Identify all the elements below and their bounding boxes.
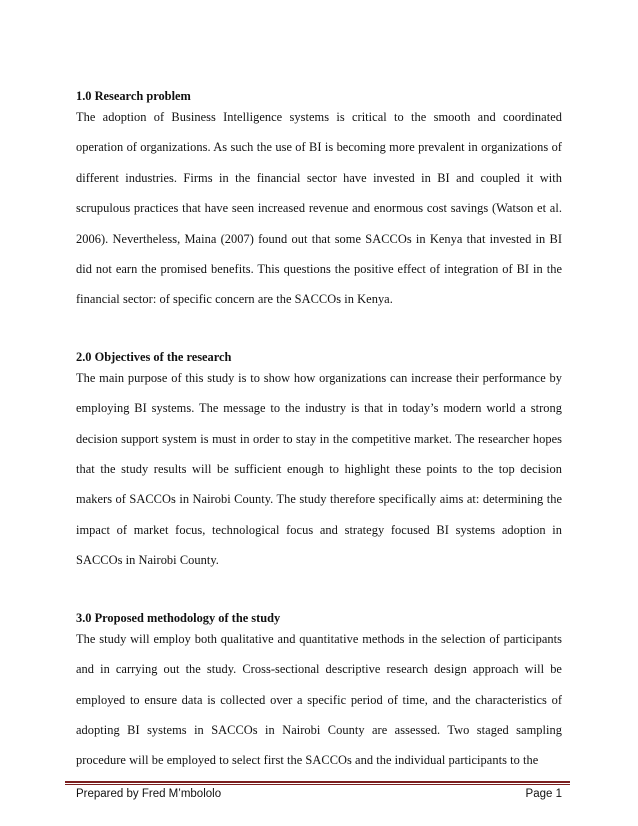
section-paragraph: The main purpose of this study is to show how organizations can increase their performance by employing BI systems. The message to the industry is that in today’s modern world a strong decision support system is must in order to stay in the competitive market. The researcher hopes that the study results will be sufficient enough to highlight these points to the top decision makers of SACCOs in Nairobi County. The study therefore specifically aims at: determining the impact of market focus, technological focus and strategy focused BI systems adoption in SACCOs in Nairobi County. (76, 370, 562, 568)
section-methodology (76, 610, 562, 776)
section-heading: 2.0 Objectives of the research (76, 349, 232, 364)
section-objectives (76, 349, 562, 576)
footer-divider-thin (65, 784, 570, 785)
section-paragraph: The adoption of Business Intelligence systems is critical to the smooth and coordinated operation of organizations. As such the use of BI is becoming more prevalent in organizations of different industries. Firms in the financial sector have invested in BI and coupled it with scrupulous practices that have seen increased revenue and enormous cost savings (Watson et al. 2006). Nevertheless, Maina (2007) found out that some SACCOs in Kenya that invested in BI did not earn the promised benefits. This questions the positive effect of integration of BI in the financial sector: of specific concern are the SACCOs in Kenya. (76, 110, 562, 307)
section-heading: 1.0 Research problem (76, 89, 191, 103)
footer-divider (65, 781, 570, 783)
section-heading: 3.0 Proposed methodology of the study (76, 610, 281, 625)
footer-author: Prepared by Fred M’mbololo (76, 788, 222, 800)
page-number: Page 1 (525, 788, 562, 800)
section-paragraph: The study will employ both qualitative and quantitative methods in the selection of participants and in carrying out the study. Cross-sectional descriptive research design approach will be employed to ensure data is collected over a specific period of time, and the characteristics of adopting BI systems in SACCOs in Nairobi County are assessed. Two staged sampling procedure will be employed to select first the SACCOs and the individual participants to the (76, 631, 562, 768)
section-research-problem (76, 88, 562, 315)
document-body (76, 88, 562, 776)
page-footer (76, 788, 562, 800)
